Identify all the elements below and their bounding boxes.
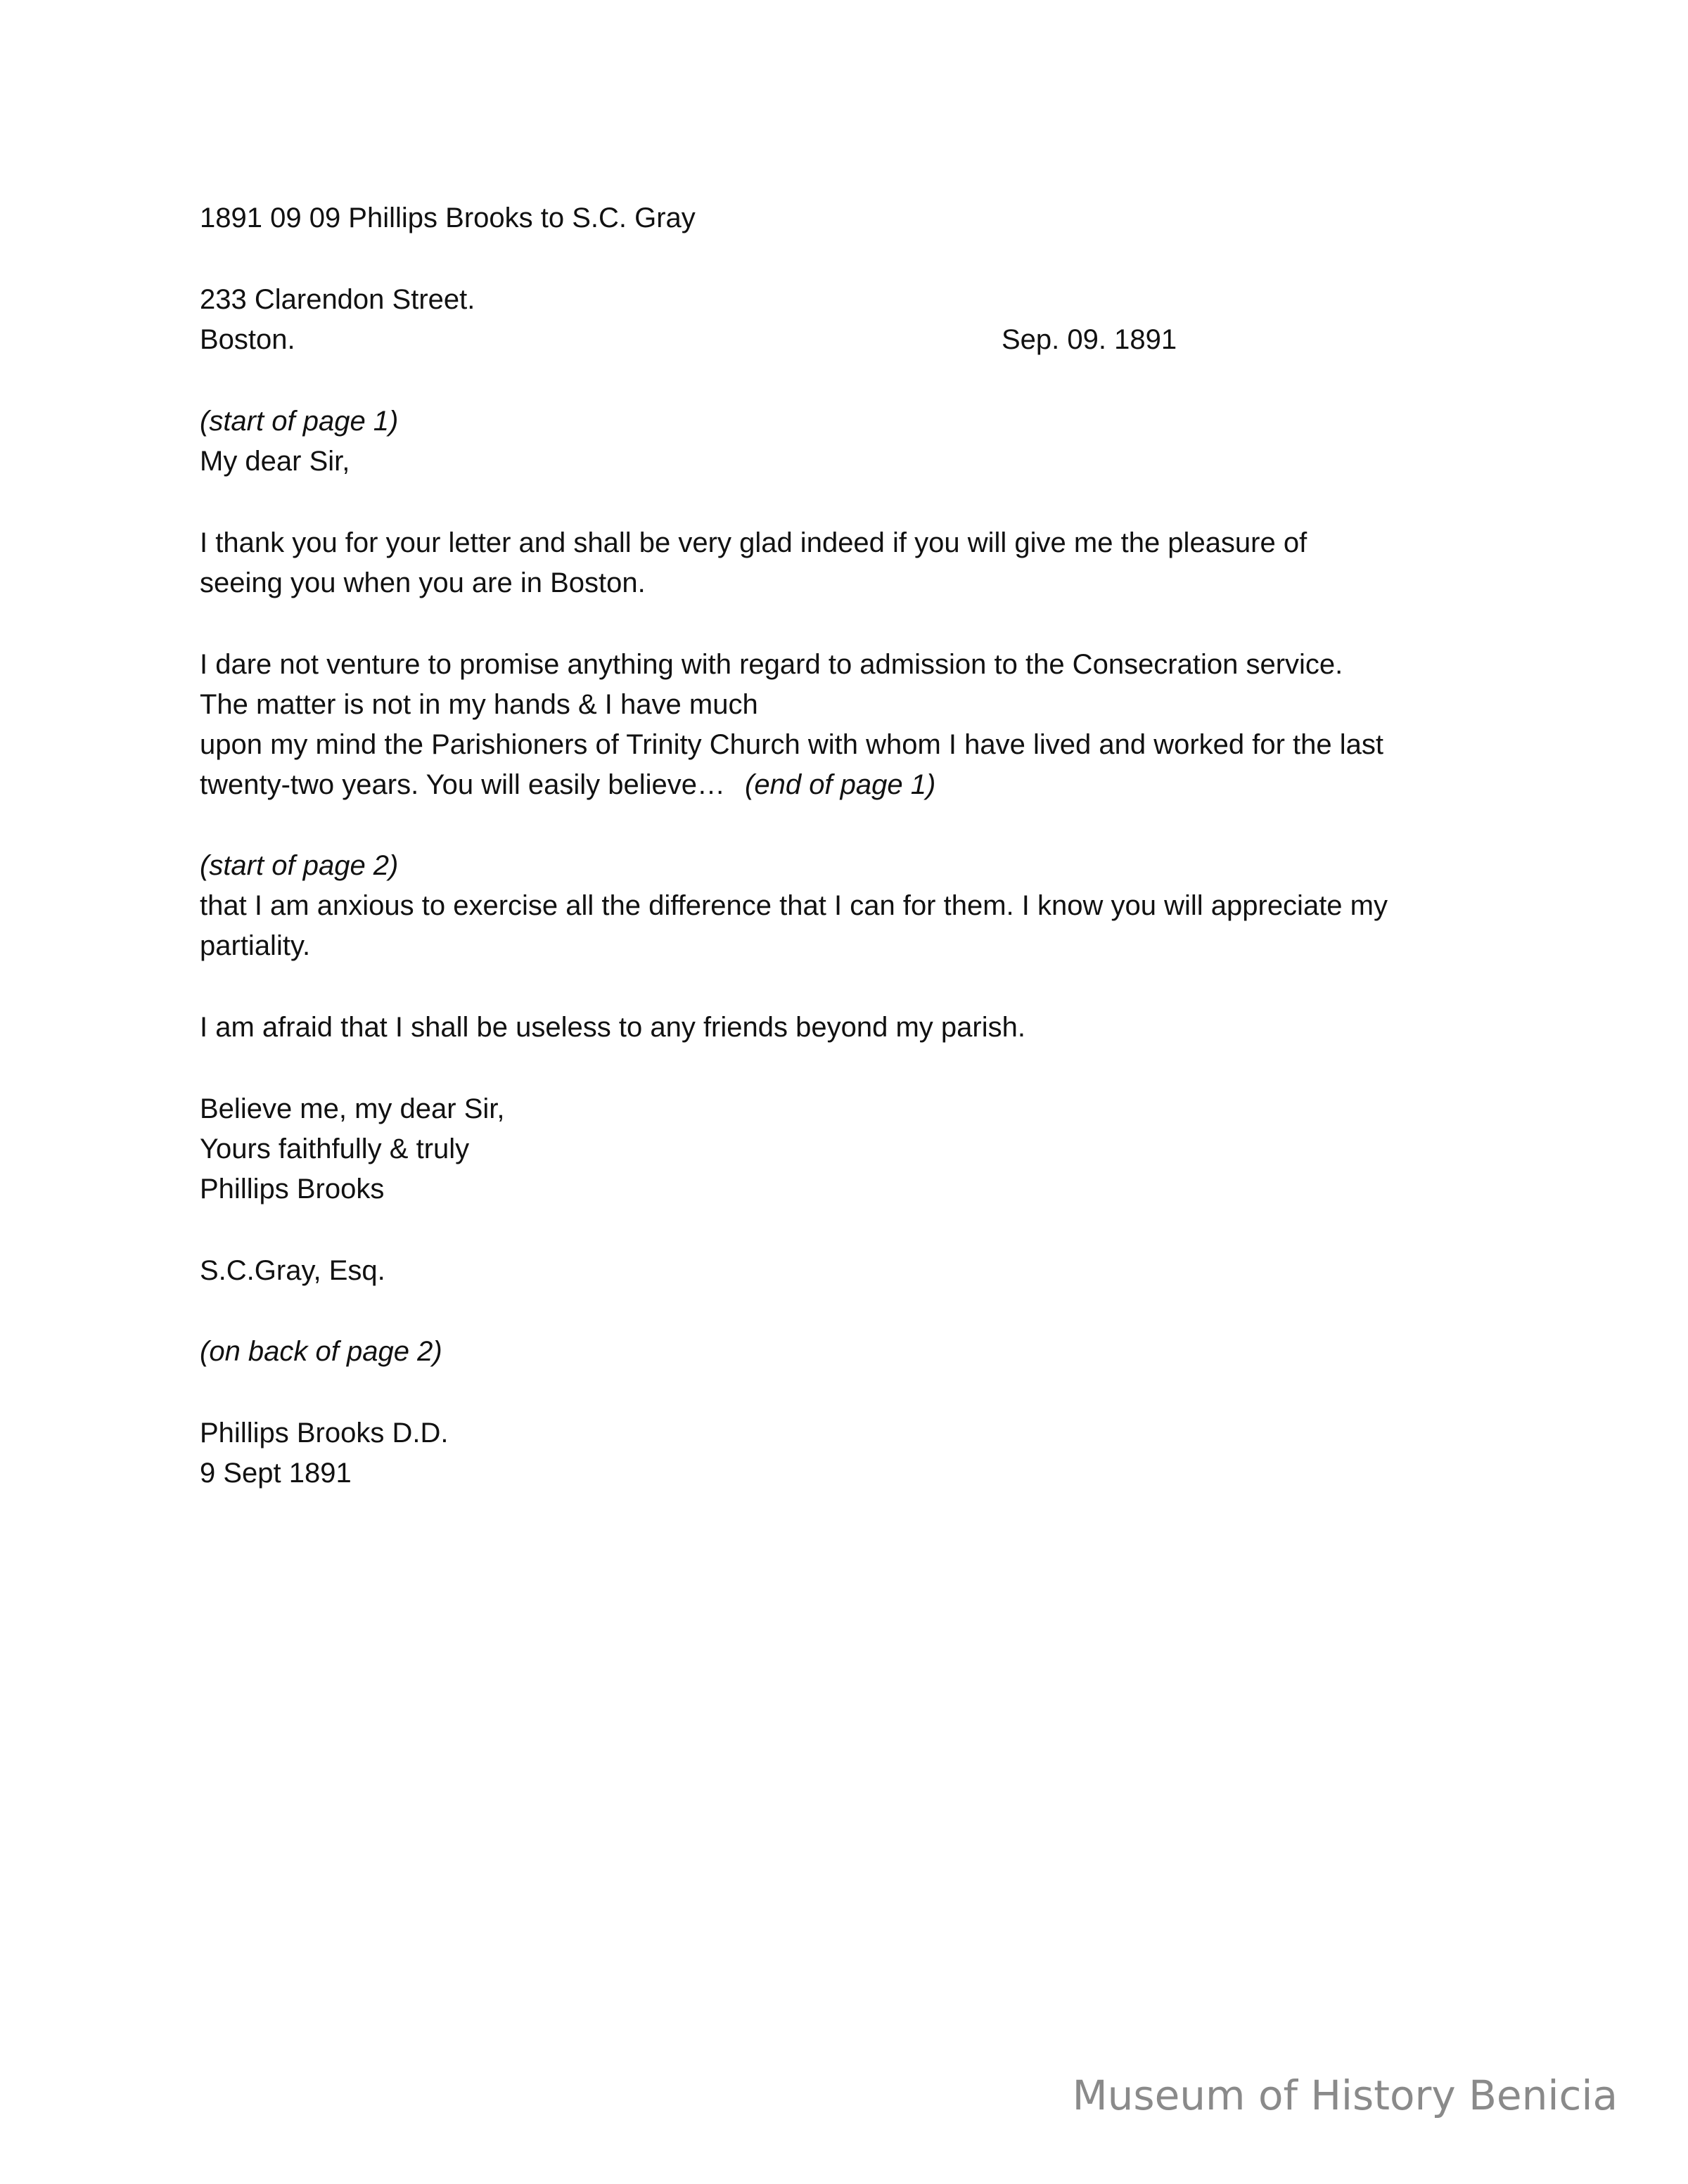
paragraph-1-line-1: I thank you for your letter and shall be very glad indeed if you will give me the pleasure of bbox=[200, 527, 1307, 558]
museum-watermark: Museum of History Benicia bbox=[1072, 2071, 1618, 2119]
paragraph-2-line-2: The matter is not in my hands & I have much bbox=[200, 689, 758, 720]
document-title: 1891 09 09 Phillips Brooks to S.C. Gray bbox=[200, 203, 696, 233]
paragraph-1-line-2: seeing you when you are in Boston. bbox=[200, 567, 646, 598]
closing-line-1: Believe me, my dear Sir, bbox=[200, 1093, 505, 1124]
paragraph-3-line-1: that I am anxious to exercise all the difference that I can for them. I know you will appreciate my bbox=[200, 890, 1388, 921]
back-date: 9 Sept 1891 bbox=[200, 1458, 352, 1489]
address-line-city: Boston. bbox=[200, 324, 295, 355]
address-line-street: 233 Clarendon Street. bbox=[200, 284, 475, 315]
back-of-page-2-note: (on back of page 2) bbox=[200, 1336, 442, 1367]
addressee: S.C.Gray, Esq. bbox=[200, 1255, 385, 1286]
start-page-2-note: (start of page 2) bbox=[200, 850, 399, 881]
back-name: Phillips Brooks D.D. bbox=[200, 1418, 449, 1448]
signature: Phillips Brooks bbox=[200, 1174, 385, 1205]
paragraph-2-line-4 bbox=[200, 768, 935, 802]
end-page-1-note: (end of page 1) bbox=[745, 769, 936, 800]
paragraph-4: I am afraid that I shall be useless to any friends beyond my parish. bbox=[200, 1012, 1025, 1043]
salutation: My dear Sir, bbox=[200, 446, 350, 477]
paragraph-2-line-4-text: twenty-two years. You will easily believe… bbox=[200, 769, 726, 800]
start-page-1-note: (start of page 1) bbox=[200, 406, 399, 437]
letter-date: Sep. 09. 1891 bbox=[1002, 324, 1177, 355]
closing-line-2: Yours faithfully & truly bbox=[200, 1133, 470, 1164]
paragraph-2-line-3: upon my mind the Parishioners of Trinity Church with whom I have lived and worked for the last bbox=[200, 729, 1384, 760]
paragraph-3-line-2: partiality. bbox=[200, 930, 311, 961]
paragraph-2-line-1: I dare not venture to promise anything with regard to admission to the Consecration service. bbox=[200, 649, 1343, 680]
